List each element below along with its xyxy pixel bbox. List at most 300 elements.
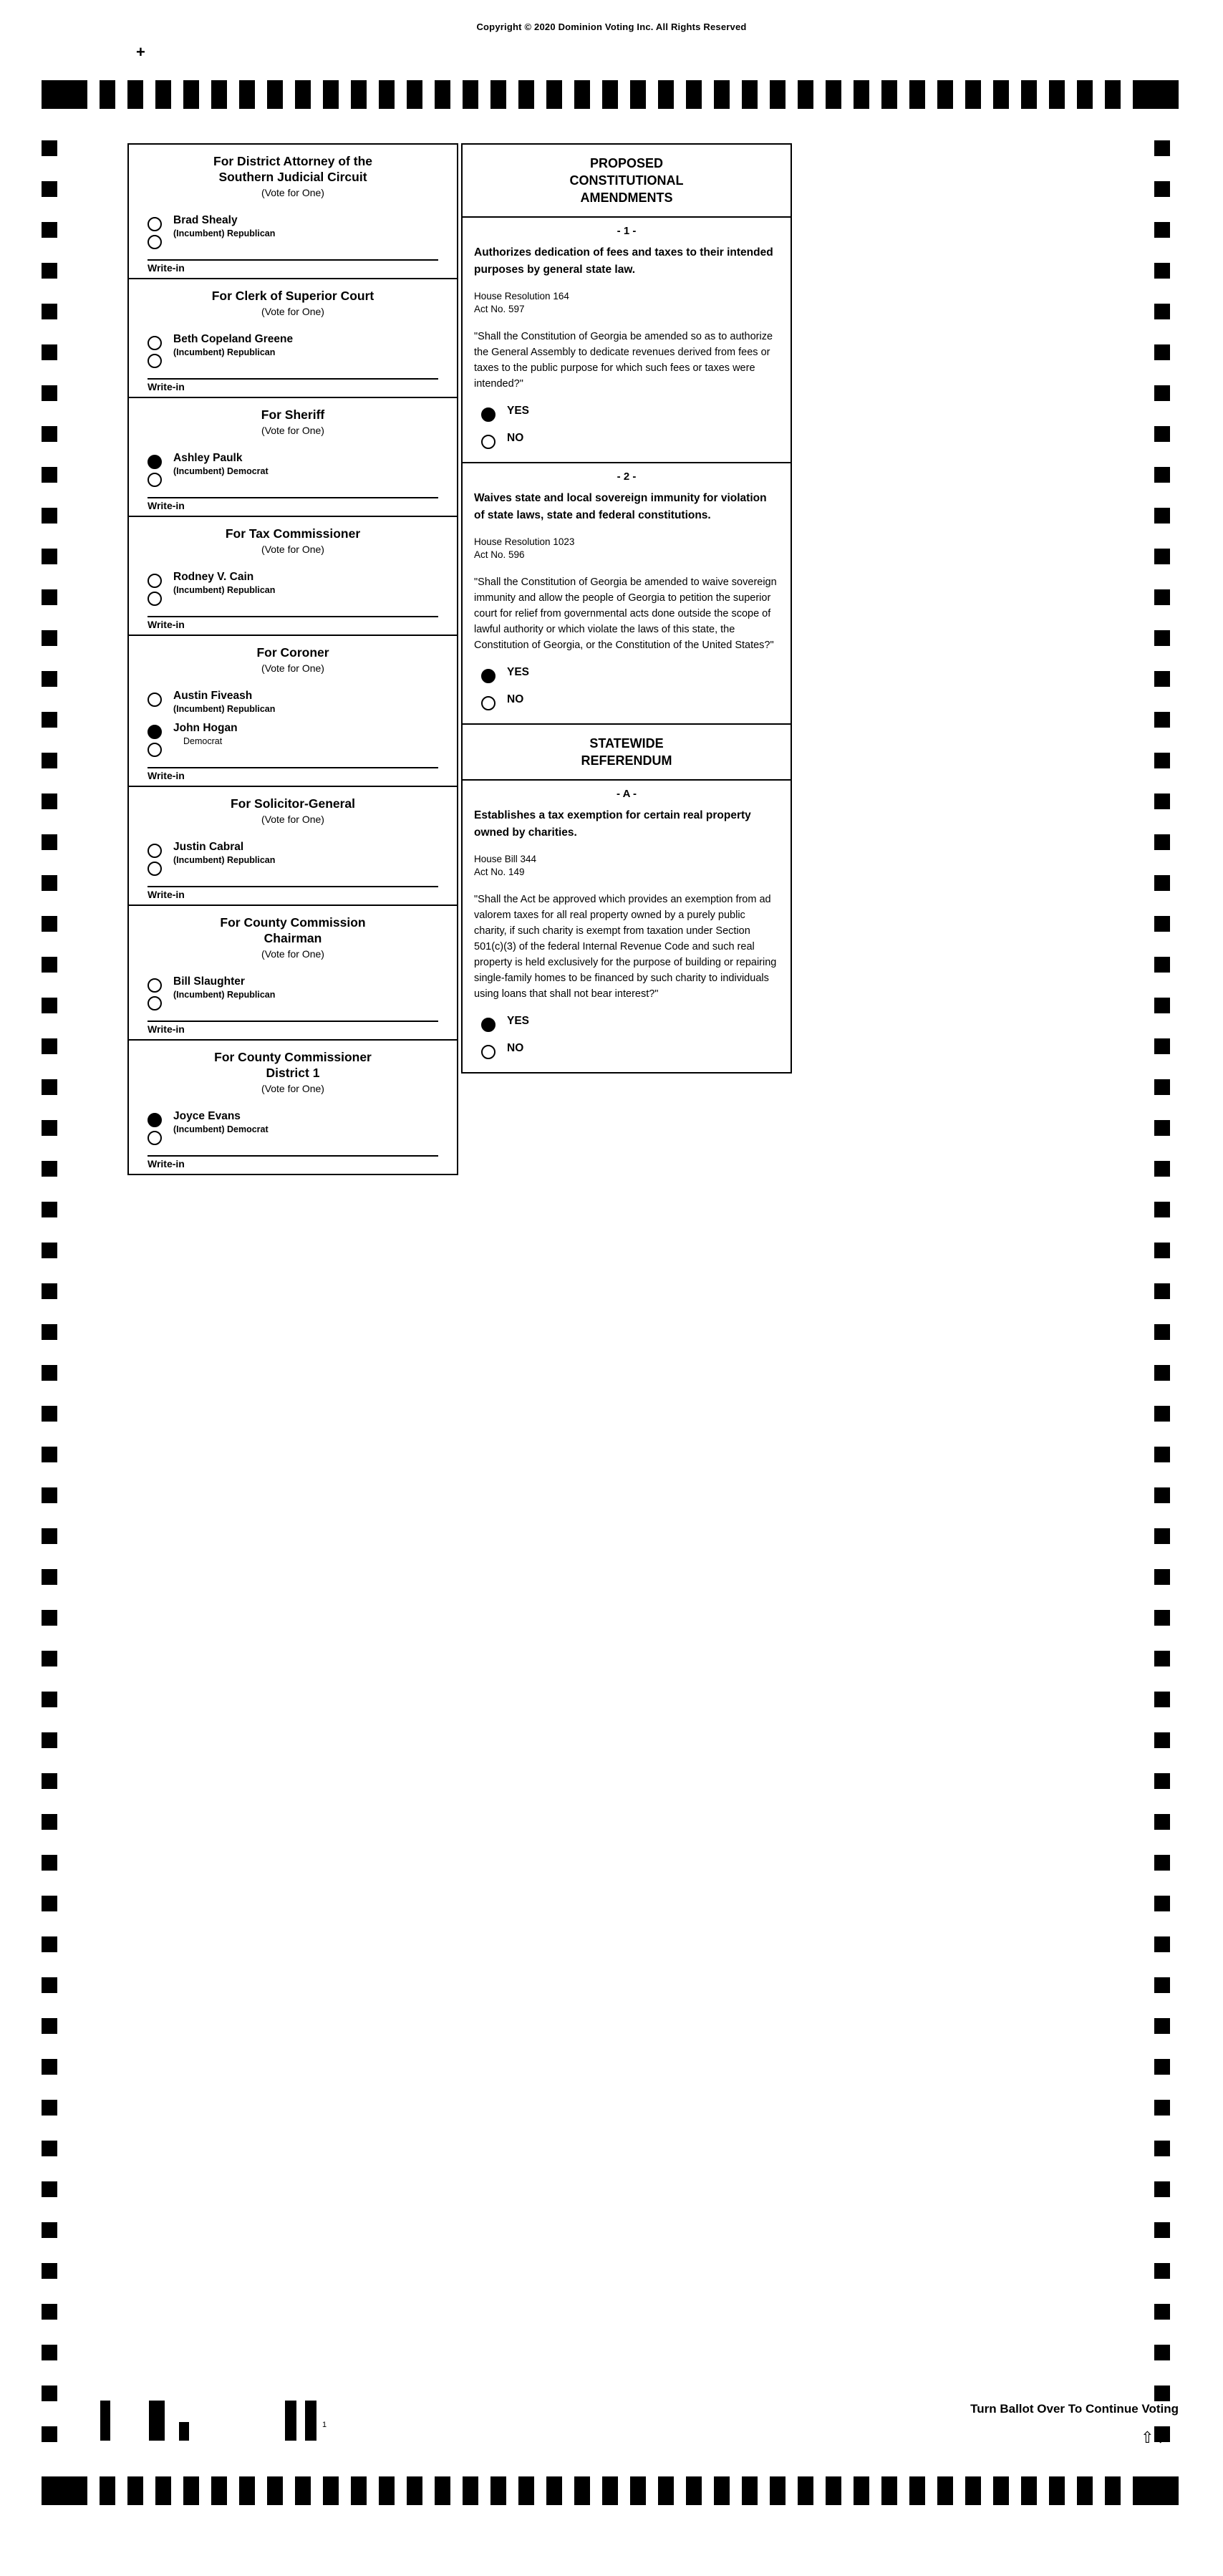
timing-mark xyxy=(42,1487,57,1503)
timing-mark xyxy=(798,80,813,109)
vote-oval-icon[interactable] xyxy=(148,1131,162,1145)
timing-mark xyxy=(1154,589,1170,605)
timing-mark xyxy=(42,1283,57,1299)
candidate-party: Democrat xyxy=(183,736,223,746)
timing-marks-bottom xyxy=(42,2476,1191,2505)
candidate-option[interactable] xyxy=(129,719,457,751)
timing-mark xyxy=(1105,80,1121,109)
timing-mark xyxy=(965,2476,981,2505)
timing-mark xyxy=(1077,2476,1093,2505)
vote-for-instruction: (Vote for One) xyxy=(261,662,324,674)
timing-mark xyxy=(155,2476,171,2505)
timing-mark xyxy=(742,2476,758,2505)
option-label: NO xyxy=(507,432,524,444)
timing-mark xyxy=(1154,181,1170,197)
timing-mark xyxy=(1154,1528,1170,1544)
timing-mark xyxy=(42,1038,57,1054)
measure-option-no[interactable] xyxy=(463,1039,791,1066)
vote-oval-icon[interactable] xyxy=(148,996,162,1010)
timing-mark xyxy=(1154,1610,1170,1626)
timing-mark xyxy=(351,80,367,109)
timing-mark xyxy=(1154,1773,1170,1789)
statewide-referendum-header xyxy=(463,725,791,781)
contest-header xyxy=(129,1041,457,1101)
timing-mark xyxy=(42,1447,57,1462)
timing-mark xyxy=(770,80,785,109)
timing-mark xyxy=(1154,222,1170,238)
vote-oval-icon[interactable] xyxy=(148,844,162,858)
timing-mark xyxy=(211,80,227,109)
write-in-option[interactable] xyxy=(148,375,438,392)
measure-text: "Shall the Constitution of Georgia be amended to waive sovereign immunity and allow the people of Georgia to petition the superior court for relief from governmental acts done outside the scope of lawful authority or which violate the laws of this state, the Constitution of Georgia, or the Constitution of the United States?" xyxy=(474,577,777,651)
contest-title-line2: Southern Judicial Circuit xyxy=(218,170,367,184)
measure-option-yes[interactable] xyxy=(463,402,791,429)
candidate-party: (Incumbent) Republican xyxy=(173,990,276,1000)
timing-mark xyxy=(1154,1692,1170,1707)
vote-oval-icon[interactable] xyxy=(148,592,162,606)
timing-mark xyxy=(42,1202,57,1217)
contest-block xyxy=(129,1041,457,1169)
ballot-measure xyxy=(463,463,791,725)
contest-title-line2: District 1 xyxy=(266,1066,320,1080)
timing-mark xyxy=(1154,2018,1170,2034)
timing-mark xyxy=(42,1243,57,1258)
timing-mark xyxy=(1154,344,1170,360)
vote-oval-icon[interactable] xyxy=(148,978,162,993)
contest-block xyxy=(129,279,457,398)
citation-line-1: House Resolution 164 xyxy=(474,291,569,302)
vote-oval-icon[interactable] xyxy=(148,693,162,707)
timing-mark xyxy=(1154,793,1170,809)
timing-mark xyxy=(714,80,730,109)
timing-mark xyxy=(1154,1038,1170,1054)
vote-oval-filled-icon[interactable] xyxy=(481,1018,496,1032)
measure-citation xyxy=(463,841,791,879)
timing-mark xyxy=(42,140,57,156)
timing-mark xyxy=(1154,2181,1170,2197)
timing-mark xyxy=(1154,834,1170,850)
contest-column-left xyxy=(127,143,458,1175)
timing-mark xyxy=(42,1814,57,1830)
measure-option-yes[interactable] xyxy=(463,1012,791,1039)
vote-oval-icon[interactable] xyxy=(148,862,162,876)
timing-mark xyxy=(127,80,143,109)
timing-marks-right xyxy=(1154,140,1170,2467)
timing-mark xyxy=(1154,263,1170,279)
vote-oval-icon[interactable] xyxy=(148,354,162,368)
timing-mark xyxy=(42,1896,57,1911)
timing-mark xyxy=(770,2476,785,2505)
write-in-option[interactable] xyxy=(148,494,438,511)
citation-line-2: Act No. 597 xyxy=(474,304,525,314)
timing-mark xyxy=(1154,630,1170,646)
candidate-party: (Incumbent) Republican xyxy=(173,228,276,238)
timing-mark xyxy=(1133,2476,1179,2505)
timing-mark xyxy=(42,630,57,646)
timing-mark xyxy=(42,1120,57,1136)
measure-text: "Shall the Act be approved which provides an exemption from ad valorem taxes for all real property owned by a purely public charity, if such charity is exempt from taxation under Section 501(c)(3) of the federal Internal Revenue Code and such real property is held exclusively for the purpose of building or repairing single-family homes to be financed by such charity to individuals using loans that shall not bear interest?" xyxy=(474,894,777,1000)
measure-text: "Shall the Constitution of Georgia be amended so as to authorize the General Assembly to dedicate revenues derived from fees or taxes to the public purpose for which such fees or taxes were intended?" xyxy=(474,331,773,390)
ballot-id-label: 1 xyxy=(322,2421,327,2429)
write-in-label: Write-in xyxy=(148,1023,185,1035)
timing-mark xyxy=(323,80,339,109)
candidate-options xyxy=(129,206,457,245)
header-line: AMENDMENTS xyxy=(580,190,673,205)
timing-mark xyxy=(1154,426,1170,442)
contest-title: For County Commissioner xyxy=(214,1050,372,1064)
contest-header xyxy=(129,636,457,681)
timing-mark xyxy=(1154,712,1170,728)
timing-mark xyxy=(42,222,57,238)
timing-mark xyxy=(1154,304,1170,319)
timing-mark xyxy=(1154,1896,1170,1911)
timing-mark xyxy=(490,80,506,109)
timing-mark xyxy=(42,2345,57,2360)
timing-mark xyxy=(42,2426,57,2442)
candidate-party: (Incumbent) Republican xyxy=(173,855,276,865)
candidate-option[interactable] xyxy=(129,687,457,719)
candidate-options xyxy=(129,443,457,483)
timing-mark xyxy=(993,2476,1009,2505)
timing-mark xyxy=(42,2181,57,2197)
vote-oval-icon[interactable] xyxy=(148,574,162,588)
timing-mark xyxy=(183,2476,199,2505)
registration-mark-icon: + xyxy=(136,43,145,61)
write-in-option[interactable] xyxy=(148,764,438,781)
timing-mark xyxy=(993,80,1009,109)
timing-mark xyxy=(1154,2059,1170,2075)
candidate-options xyxy=(129,324,457,364)
timing-mark xyxy=(490,2476,506,2505)
timing-mark xyxy=(42,1773,57,1789)
header-line: PROPOSED xyxy=(589,156,664,170)
timing-mark xyxy=(42,2141,57,2156)
timing-mark xyxy=(686,2476,702,2505)
timing-mark xyxy=(127,2476,143,2505)
write-in-option[interactable] xyxy=(148,613,438,630)
timing-mark xyxy=(1154,1120,1170,1136)
timing-mark xyxy=(42,1610,57,1626)
vote-oval-icon[interactable] xyxy=(148,217,162,231)
contest-block xyxy=(129,787,457,906)
measure-citation xyxy=(463,279,791,316)
timing-mark xyxy=(42,2386,57,2401)
timing-mark xyxy=(1133,80,1179,109)
timing-mark xyxy=(602,2476,618,2505)
contest-header xyxy=(129,398,457,443)
measure-option-yes[interactable] xyxy=(463,663,791,690)
vote-oval-icon[interactable] xyxy=(148,743,162,757)
timing-mark xyxy=(239,80,255,109)
candidate-name: Justin Cabral xyxy=(173,841,244,853)
timing-mark xyxy=(407,2476,422,2505)
vote-oval-icon[interactable] xyxy=(148,235,162,249)
timing-mark xyxy=(42,1651,57,1666)
timing-mark xyxy=(1154,1732,1170,1748)
vote-oval-icon[interactable] xyxy=(481,1045,496,1059)
timing-mark xyxy=(42,671,57,687)
timing-mark xyxy=(463,2476,478,2505)
timing-mark xyxy=(1154,1936,1170,1952)
timing-mark xyxy=(1154,2100,1170,2116)
write-in-label: Write-in xyxy=(148,619,185,630)
timing-mark xyxy=(1154,2386,1170,2401)
timing-mark xyxy=(602,80,618,109)
timing-mark xyxy=(1154,2222,1170,2238)
header-line: REFERENDUM xyxy=(581,753,672,768)
timing-mark xyxy=(42,2263,57,2279)
timing-mark xyxy=(42,957,57,973)
timing-mark xyxy=(546,80,562,109)
timing-mark xyxy=(42,1406,57,1422)
candidate-option[interactable] xyxy=(129,449,457,481)
candidate-option[interactable] xyxy=(129,211,457,243)
contest-title: For Coroner xyxy=(256,645,329,660)
contest-title: For Solicitor-General xyxy=(230,796,356,811)
candidate-party: (Incumbent) Republican xyxy=(173,585,276,595)
timing-mark xyxy=(630,80,646,109)
citation-line-2: Act No. 149 xyxy=(474,867,525,877)
timing-mark xyxy=(42,1161,57,1177)
timing-mark xyxy=(1154,957,1170,973)
timing-mark xyxy=(42,1569,57,1585)
timing-mark xyxy=(854,2476,869,2505)
timing-mark xyxy=(1154,1977,1170,1993)
contest-header xyxy=(129,517,457,562)
timing-mark xyxy=(435,2476,450,2505)
write-in-label: Write-in xyxy=(148,889,185,900)
vote-for-instruction: (Vote for One) xyxy=(261,544,324,555)
timing-mark xyxy=(1154,753,1170,768)
candidate-name: Beth Copeland Greene xyxy=(173,333,294,345)
timing-mark xyxy=(798,2476,813,2505)
timing-mark xyxy=(1154,1855,1170,1871)
timing-mark xyxy=(1154,671,1170,687)
write-in-option[interactable] xyxy=(148,1152,438,1169)
timing-mark xyxy=(1154,467,1170,483)
vote-oval-filled-icon[interactable] xyxy=(148,1113,162,1127)
timing-mark xyxy=(211,2476,227,2505)
timing-mark xyxy=(742,80,758,109)
timing-mark xyxy=(1154,2141,1170,2156)
timing-mark xyxy=(435,80,450,109)
contest-block xyxy=(129,636,457,787)
contest-title: For Clerk of Superior Court xyxy=(211,289,374,303)
vote-oval-filled-icon[interactable] xyxy=(148,725,162,739)
timing-mark xyxy=(1154,385,1170,401)
write-in-label: Write-in xyxy=(148,770,185,781)
contest-header xyxy=(129,787,457,832)
vote-for-instruction: (Vote for One) xyxy=(261,425,324,436)
timing-mark xyxy=(42,508,57,524)
timing-mark xyxy=(407,80,422,109)
timing-mark xyxy=(267,2476,283,2505)
timing-mark xyxy=(1154,1814,1170,1830)
vote-oval-icon[interactable] xyxy=(148,336,162,350)
timing-mark xyxy=(1049,80,1065,109)
timing-mark xyxy=(42,1365,57,1381)
timing-mark xyxy=(42,2100,57,2116)
timing-mark xyxy=(42,1936,57,1952)
timing-mark xyxy=(42,549,57,564)
timing-mark xyxy=(379,80,395,109)
timing-mark xyxy=(42,2018,57,2034)
candidate-option[interactable] xyxy=(129,1107,457,1139)
timing-mark xyxy=(546,2476,562,2505)
timing-mark xyxy=(295,80,311,109)
timing-mark xyxy=(881,2476,897,2505)
timing-mark xyxy=(463,80,478,109)
timing-mark xyxy=(937,80,953,109)
vote-for-instruction: (Vote for One) xyxy=(261,1083,324,1094)
contest-title: For District Attorney of the xyxy=(213,154,372,168)
timing-mark xyxy=(42,875,57,891)
timing-mark xyxy=(42,1324,57,1340)
write-in-label: Write-in xyxy=(148,262,185,274)
vote-oval-icon[interactable] xyxy=(148,473,162,487)
timing-mark xyxy=(1154,2304,1170,2320)
candidate-option[interactable] xyxy=(129,838,457,870)
timing-mark xyxy=(909,80,925,109)
candidate-options xyxy=(129,832,457,872)
header-line: CONSTITUTIONAL xyxy=(569,173,684,188)
timing-mark xyxy=(323,2476,339,2505)
vote-for-instruction: (Vote for One) xyxy=(261,187,324,198)
candidate-name: Austin Fiveash xyxy=(173,690,253,702)
timing-mark xyxy=(826,80,841,109)
write-in-label: Write-in xyxy=(148,381,185,392)
contest-title: For County Commission xyxy=(220,915,366,930)
candidate-name: Brad Shealy xyxy=(173,214,238,226)
write-in-option[interactable] xyxy=(148,883,438,900)
timing-mark xyxy=(42,2304,57,2320)
timing-mark xyxy=(42,80,87,109)
measure-citation xyxy=(463,524,791,561)
timing-mark xyxy=(1154,1365,1170,1381)
header-line: STATEWIDE xyxy=(589,736,664,751)
timing-mark xyxy=(1154,916,1170,932)
timing-mark xyxy=(42,1855,57,1871)
timing-mark xyxy=(1154,1202,1170,1217)
measure-summary: Authorizes dedication of fees and taxes to their intended purposes by general state law. xyxy=(474,246,773,276)
contest-title: For Sheriff xyxy=(261,407,325,422)
arrow-mark-icon: ⇧⇩ xyxy=(1141,2428,1167,2446)
contest-header xyxy=(129,279,457,324)
timing-mark xyxy=(1154,1487,1170,1503)
timing-mark xyxy=(42,385,57,401)
vote-for-instruction: (Vote for One) xyxy=(261,306,324,317)
timing-mark xyxy=(1154,2345,1170,2360)
write-in-label: Write-in xyxy=(148,500,185,511)
yes-no-options xyxy=(463,1002,791,1068)
timing-mark xyxy=(42,712,57,728)
candidate-option[interactable] xyxy=(129,568,457,600)
measure-option-no[interactable] xyxy=(463,429,791,456)
candidate-party: (Incumbent) Democrat xyxy=(173,466,269,476)
vote-oval-filled-icon[interactable] xyxy=(481,669,496,683)
candidate-name: John Hogan xyxy=(173,722,238,734)
vote-oval-icon[interactable] xyxy=(481,696,496,710)
timing-mark xyxy=(658,2476,674,2505)
timing-mark xyxy=(1154,1447,1170,1462)
timing-mark xyxy=(630,2476,646,2505)
timing-mark xyxy=(1077,80,1093,109)
ballot-measure xyxy=(463,218,791,463)
contest-block xyxy=(129,517,457,636)
timing-mark xyxy=(42,304,57,319)
timing-mark xyxy=(1154,2263,1170,2279)
timing-mark xyxy=(1154,998,1170,1013)
timing-mark xyxy=(100,80,115,109)
timing-mark xyxy=(1154,1243,1170,1258)
timing-mark xyxy=(267,80,283,109)
contest-block xyxy=(129,145,457,279)
citation-line-1: House Bill 344 xyxy=(474,854,537,864)
timing-mark xyxy=(826,2476,841,2505)
timing-mark xyxy=(1154,1406,1170,1422)
candidate-party: (Incumbent) Republican xyxy=(173,704,276,714)
timing-mark xyxy=(42,1528,57,1544)
write-in-option[interactable] xyxy=(148,256,438,274)
option-label: YES xyxy=(507,405,530,417)
candidate-party: (Incumbent) Republican xyxy=(173,347,276,357)
timing-mark xyxy=(100,2476,115,2505)
timing-mark xyxy=(518,2476,534,2505)
timing-mark xyxy=(42,2476,87,2505)
contest-header xyxy=(129,145,457,206)
timing-mark xyxy=(295,2476,311,2505)
timing-mark xyxy=(1154,1324,1170,1340)
candidate-party: (Incumbent) Democrat xyxy=(173,1124,269,1134)
proposed-amendments-header xyxy=(463,145,791,218)
measure-option-no[interactable] xyxy=(463,690,791,718)
timing-mark xyxy=(1105,2476,1121,2505)
timing-mark xyxy=(42,1692,57,1707)
write-in-option[interactable] xyxy=(148,1018,438,1035)
timing-marks-top xyxy=(42,80,1191,109)
timing-mark xyxy=(574,80,590,109)
timing-mark xyxy=(42,263,57,279)
timing-mark xyxy=(42,2059,57,2075)
contest-block xyxy=(129,398,457,517)
vote-oval-icon[interactable] xyxy=(481,435,496,449)
vote-oval-filled-icon[interactable] xyxy=(148,455,162,469)
option-label: YES xyxy=(507,666,530,678)
option-label: YES xyxy=(507,1015,530,1027)
timing-mark xyxy=(909,2476,925,2505)
candidate-option[interactable] xyxy=(129,973,457,1005)
timing-mark xyxy=(518,80,534,109)
write-in-label: Write-in xyxy=(148,1158,185,1169)
timing-mark xyxy=(42,1079,57,1095)
vote-oval-filled-icon[interactable] xyxy=(481,407,496,422)
timing-mark xyxy=(351,2476,367,2505)
yes-no-options xyxy=(463,392,791,458)
copyright-notice: Copyright © 2020 Dominion Voting Inc. All Rights Reserved xyxy=(476,21,747,32)
measure-summary: Establishes a tax exemption for certain real property owned by charities. xyxy=(474,809,751,839)
measure-number: - 1 - xyxy=(617,225,637,237)
timing-mark xyxy=(239,2476,255,2505)
candidate-options xyxy=(129,967,457,1006)
timing-mark xyxy=(937,2476,953,2505)
contest-block xyxy=(129,906,457,1041)
timing-mark xyxy=(965,80,981,109)
citation-line-2: Act No. 596 xyxy=(474,549,525,560)
timing-mark xyxy=(1154,1283,1170,1299)
candidate-option[interactable] xyxy=(129,330,457,362)
candidate-name: Ashley Paulk xyxy=(173,452,243,464)
timing-mark xyxy=(574,2476,590,2505)
